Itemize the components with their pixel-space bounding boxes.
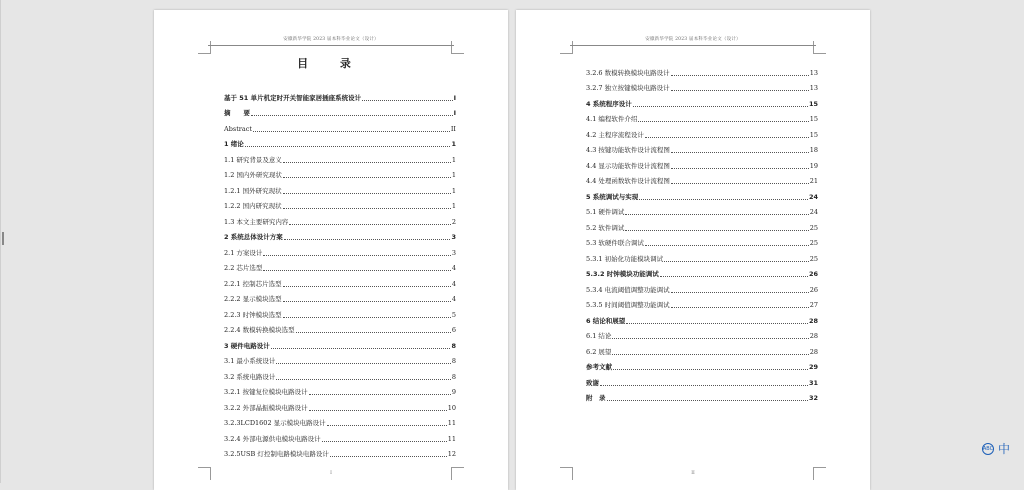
toc-leader-dots <box>626 318 808 324</box>
toc-leader-dots <box>309 405 447 411</box>
toc-entry[interactable] <box>586 123 818 139</box>
toc-leader-dots <box>253 126 450 132</box>
toc-entry-page: 8 <box>451 341 456 350</box>
toc-entry[interactable] <box>224 133 456 149</box>
toc-entry-page: 4 <box>451 279 456 288</box>
toc-entry-page: 2 <box>451 217 456 226</box>
toc-entry[interactable] <box>224 164 456 180</box>
document-page-2 <box>516 10 870 490</box>
toc-entry-text: 4.4 显示功能软件设计流程图 <box>586 161 670 170</box>
toc-entry-text: 致谢 <box>586 378 599 387</box>
toc-leader-dots <box>664 256 809 262</box>
toc-entry[interactable] <box>224 179 456 195</box>
page-header: 安徽新华学院 2023 届本科毕业论文（设计） <box>645 37 741 42</box>
toc-entry[interactable] <box>224 443 456 459</box>
corner-mark <box>198 41 211 54</box>
toc-leader-dots <box>671 85 809 91</box>
toc-entry[interactable] <box>224 257 456 273</box>
toc-leader-dots <box>327 420 447 426</box>
toc-entry-text: 2 系统总体设计方案 <box>224 233 283 241</box>
toc-leader-dots <box>625 225 808 231</box>
toc-leader-dots <box>284 234 451 240</box>
toc-leader-dots <box>309 389 451 395</box>
toc-entry-text: 6 结论和展望 <box>586 316 626 325</box>
toc-entry-page: 28 <box>809 347 818 356</box>
toc-entry-page: 12 <box>447 450 456 458</box>
toc-entry[interactable] <box>224 365 456 381</box>
toc-entry-text: 2.2.1 控制芯片选型 <box>224 279 282 288</box>
toc-entry-page: 8 <box>451 357 456 365</box>
toc-entry-page: 15 <box>808 99 818 108</box>
toc-entry-page: 26 <box>808 270 818 278</box>
toc-entry-text: 4.3 按键功能软件设计流程图 <box>586 146 670 154</box>
toc-entry-text: 3.2 系统电路设计 <box>224 372 276 381</box>
toc-entry-text: 1.1 研究背景及意义 <box>224 155 282 164</box>
toc-entry-page: 4 <box>451 264 456 272</box>
input-method-widget[interactable] <box>982 440 1010 457</box>
toc-entry-text: 5.3.2 时钟模块功能调试 <box>586 270 659 278</box>
toc-entry-page: I <box>453 93 456 102</box>
toc-leader-dots <box>638 116 808 122</box>
toc-leader-dots <box>645 132 809 138</box>
page-number: I <box>330 471 332 476</box>
toc-leader-dots <box>245 141 451 147</box>
toc-leader-dots <box>671 163 809 169</box>
toc-entry[interactable] <box>224 412 456 428</box>
toc-entry-page: 18 <box>809 146 818 154</box>
toc-entry-text: 1.3 本文主要研究内容 <box>224 217 289 226</box>
toc-entry[interactable] <box>224 195 456 211</box>
toc-leader-dots <box>283 281 451 287</box>
toc-leader-dots <box>612 333 808 339</box>
toc-entry-page: 1 <box>451 171 456 179</box>
toc-entry-text: 4.2 主程序流程设计 <box>586 130 644 139</box>
toc-entry-text: 2.2.4 数模转换模块选型 <box>224 326 295 334</box>
toc-entry[interactable] <box>224 102 456 118</box>
toc-entry-text: 4 系统程序设计 <box>586 99 632 108</box>
toc-entry-text: 6.2 展望 <box>586 347 612 356</box>
toc-entry[interactable] <box>224 427 456 443</box>
corner-mark <box>560 41 573 54</box>
toc-entry[interactable] <box>586 77 818 93</box>
table-of-contents <box>224 86 456 458</box>
toc-entry[interactable] <box>586 154 818 170</box>
toc-entry-text: 2.2 芯片选型 <box>224 264 263 272</box>
toc-leader-dots <box>296 327 451 333</box>
toc-entry[interactable] <box>586 340 818 356</box>
toc-entry-page: 28 <box>808 316 818 325</box>
toc-entry-page: 11 <box>447 419 456 427</box>
toc-entry-page: 13 <box>809 84 818 92</box>
toc-entry-text: 3.2.1 按键复位模块电路设计 <box>224 388 308 396</box>
header-rule <box>208 45 454 46</box>
toc-entry-text: 3.1 最小系统设计 <box>224 357 276 365</box>
toc-entry[interactable] <box>586 185 818 201</box>
toc-entry-page: 8 <box>451 372 456 381</box>
toc-entry-text: 5.3 软硬件联合调试 <box>586 239 644 247</box>
toc-entry[interactable] <box>586 356 818 372</box>
toc-leader-dots <box>283 203 451 209</box>
toc-entry-text: 3.2.3LCD1602 显示模块电路设计 <box>224 419 326 427</box>
toc-leader-dots <box>283 296 451 302</box>
toc-entry[interactable] <box>586 309 818 325</box>
toc-entry[interactable] <box>224 210 456 226</box>
toc-leader-dots <box>607 395 808 401</box>
toc-entry-page: 24 <box>808 192 818 201</box>
toc-entry-page: 1 <box>451 155 456 164</box>
toc-entry[interactable] <box>224 396 456 412</box>
toc-entry[interactable] <box>586 216 818 232</box>
toc-entry[interactable] <box>586 325 818 341</box>
corner-mark <box>813 41 826 54</box>
toc-leader-dots <box>633 101 808 107</box>
toc-leader-dots <box>263 250 450 256</box>
toc-leader-dots <box>362 95 453 101</box>
toc-entry-page: 15 <box>809 115 818 123</box>
toc-entry[interactable] <box>586 232 818 248</box>
page-header: 安徽新华学院 2023 届本科毕业论文（设计） <box>283 37 379 42</box>
toc-entry-text: 1.2 国内外研究现状 <box>224 171 282 179</box>
toc-entry-page: 13 <box>809 68 818 77</box>
toc-entry-page: 27 <box>809 301 818 309</box>
toc-entry[interactable] <box>586 61 818 77</box>
toc-entry-text: 3.2.4 外部电源供电模块电路设计 <box>224 434 321 443</box>
toc-entry[interactable] <box>586 371 818 387</box>
toc-leader-dots <box>283 157 451 163</box>
toc-entry-page: 1 <box>451 140 456 148</box>
input-language-label[interactable]: 中 <box>998 442 1011 456</box>
toc-entry-text: 6.1 结论 <box>586 332 612 340</box>
toc-entry-page: 10 <box>447 403 456 412</box>
toc-entry-text: 5.3.1 初始化功能模块调试 <box>586 254 664 263</box>
toc-entry[interactable] <box>586 92 818 108</box>
toc-leader-dots <box>276 374 450 380</box>
toc-entry-page: I <box>453 109 456 117</box>
toc-leader-dots <box>639 194 808 200</box>
toc-leader-dots <box>671 70 809 76</box>
toc-entry-text: 3 硬件电路设计 <box>224 341 270 350</box>
toc-leader-dots <box>625 209 808 215</box>
toc-leader-dots <box>263 265 450 271</box>
toc-entry-text: 2.2.2 显示模块选型 <box>224 295 282 303</box>
toc-entry-text: 5.2 软件调试 <box>586 223 625 232</box>
toc-leader-dots <box>283 172 451 178</box>
toc-entry-page: 32 <box>808 394 818 402</box>
toc-entry[interactable] <box>586 247 818 263</box>
toc-entry-page: 1 <box>451 186 456 195</box>
toc-entry-text: 基于 51 单片机定时开关智能家居插座系统设计 <box>224 93 362 102</box>
toc-entry[interactable] <box>586 263 818 279</box>
toc-entry-text: 3.2.6 数模转换模块电路设计 <box>586 68 670 77</box>
toc-entry[interactable] <box>586 201 818 217</box>
toc-leader-dots <box>671 287 809 293</box>
toc-entry-page: 31 <box>808 378 818 387</box>
toc-entry[interactable] <box>224 272 456 288</box>
toc-entry-text: 3.2.5USB 灯控制电路模块电路设计 <box>224 450 329 458</box>
toc-entry-page: 25 <box>809 223 818 232</box>
toc-entry-text: 1 绪论 <box>224 140 244 148</box>
toc-leader-dots <box>276 358 450 364</box>
toc-entry-page: 26 <box>809 285 818 294</box>
toc-entry-text: 摘 要 <box>224 109 250 117</box>
toc-entry[interactable] <box>586 278 818 294</box>
toc-leader-dots <box>600 380 808 386</box>
toc-entry-text: 2.1 方案设计 <box>224 248 263 257</box>
toc-leader-dots <box>330 451 447 457</box>
toc-entry-text: 3.2.2 外部晶振模块电路设计 <box>224 403 308 412</box>
toc-entry[interactable] <box>224 350 456 366</box>
toc-entry-text: 2.2.3 时钟模块选型 <box>224 310 282 319</box>
toc-entry-text: 3.2.7 独立按键模块电路设计 <box>586 84 670 92</box>
toc-title: 目 录 <box>297 57 365 70</box>
toc-leader-dots <box>612 349 808 355</box>
toc-entry[interactable] <box>586 170 818 186</box>
toc-entry-page: 5 <box>451 310 456 319</box>
toc-leader-dots <box>251 110 453 116</box>
toc-entry-page: 28 <box>809 332 818 340</box>
toc-leader-dots <box>671 302 809 308</box>
header-rule <box>570 45 816 46</box>
toc-entry-page: 15 <box>809 130 818 139</box>
viewer-left-border <box>0 0 1 483</box>
toc-entry-text: 附 录 <box>586 394 606 402</box>
corner-mark <box>451 41 464 54</box>
toc-entry[interactable] <box>586 294 818 310</box>
toc-entry[interactable] <box>586 108 818 124</box>
toc-entry[interactable] <box>224 303 456 319</box>
toc-leader-dots <box>283 188 451 194</box>
toc-entry[interactable] <box>224 334 456 350</box>
toc-entry[interactable] <box>224 319 456 335</box>
toc-leader-dots <box>645 240 809 246</box>
toc-entry-text: 1.2.1 国外研究现状 <box>224 186 282 195</box>
toc-entry-text: 5.3.5 时间阈值调整功能调试 <box>586 301 670 309</box>
toc-entry[interactable] <box>224 226 456 242</box>
toc-leader-dots <box>660 271 808 277</box>
document-page-1 <box>154 10 508 490</box>
scroll-marker[interactable] <box>2 232 4 245</box>
toc-entry-page: 21 <box>809 177 818 185</box>
toc-entry-page: 3 <box>451 233 456 241</box>
toc-entry-page: 29 <box>808 363 818 371</box>
toc-entry-page: 3 <box>451 248 456 257</box>
toc-entry-text: 5.1 硬件调试 <box>586 208 625 216</box>
toc-entry-page: II <box>450 124 456 133</box>
toc-entry-page: 6 <box>451 326 456 334</box>
toc-entry-text: 1.2.2 国内研究现状 <box>224 202 282 210</box>
toc-entry-text: 5.3.4 电流阈值调整功能调试 <box>586 285 670 294</box>
toc-entry-text: 参考文献 <box>586 363 612 371</box>
toc-entry[interactable] <box>224 381 456 397</box>
toc-entry-page: 25 <box>809 254 818 263</box>
toc-leader-dots <box>671 147 809 153</box>
toc-leader-dots <box>613 364 808 370</box>
toc-leader-dots <box>271 343 451 349</box>
toc-entry-text: 4.4 处理函数软件设计流程图 <box>586 177 670 185</box>
toc-entry-text: Abstract <box>224 124 253 133</box>
toc-entry[interactable] <box>224 288 456 304</box>
toc-leader-dots <box>283 312 451 318</box>
toc-entry-page: 24 <box>809 208 818 216</box>
toc-entry-text: 5 系统调试与实现 <box>586 192 639 201</box>
toc-entry[interactable] <box>224 148 456 164</box>
toc-entry[interactable] <box>586 387 818 403</box>
translate-icon[interactable]: ABC <box>982 443 994 455</box>
toc-entry[interactable] <box>224 117 456 133</box>
toc-entry-text: 4.1 编程软件介绍 <box>586 115 638 123</box>
toc-entry-page: 19 <box>809 161 818 170</box>
toc-entry-page: 11 <box>447 434 456 443</box>
toc-entry[interactable] <box>586 139 818 155</box>
toc-leader-dots <box>671 178 809 184</box>
table-of-contents <box>586 61 818 402</box>
toc-entry-page: 25 <box>809 239 818 247</box>
toc-leader-dots <box>289 219 450 225</box>
toc-entry-page: 9 <box>451 388 456 396</box>
toc-leader-dots <box>322 436 447 442</box>
toc-entry[interactable] <box>224 241 456 257</box>
toc-entry[interactable] <box>224 86 456 102</box>
toc-entry-page: 4 <box>451 295 456 303</box>
page-number: II <box>691 471 695 476</box>
toc-entry-page: 1 <box>451 202 456 210</box>
